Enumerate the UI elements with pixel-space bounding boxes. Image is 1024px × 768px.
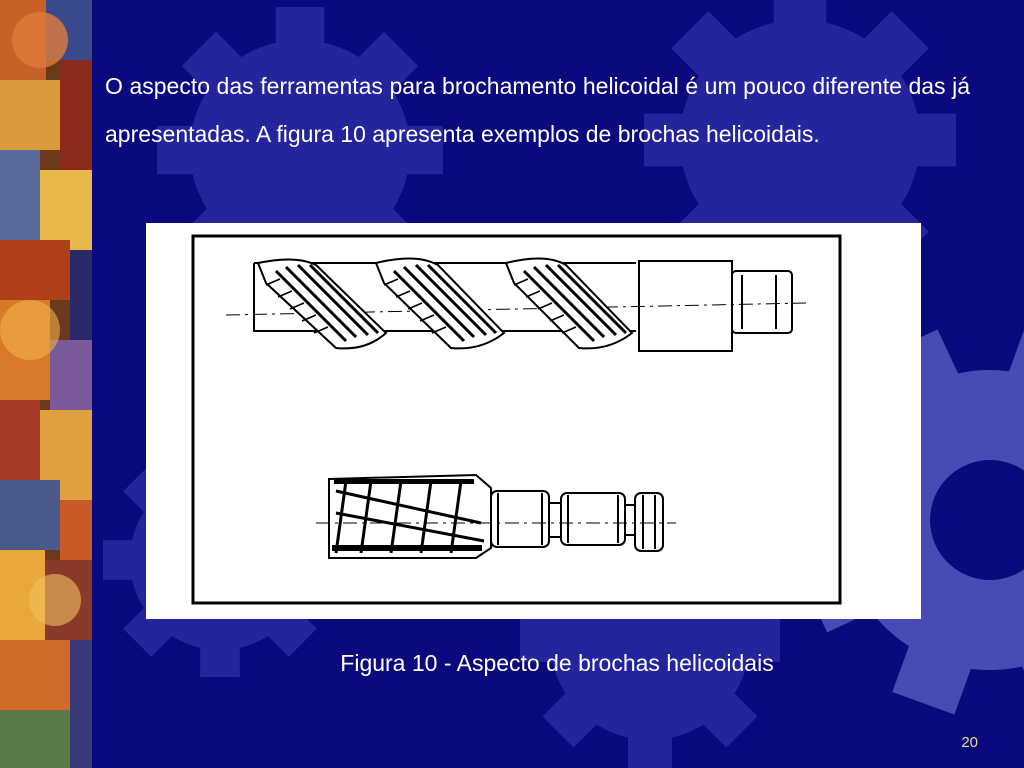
figure-caption: Figura 10 - Aspecto de brochas helicoidais [340, 650, 774, 676]
slide-body-text: O aspecto das ferramentas para brochamento helicoidal é um pouco diferente das já apresentadas. A figura 10 apresenta exemplos de brochas helicoidais. [105, 73, 970, 147]
figure-image [146, 223, 921, 619]
helical-broach-drawing [146, 223, 921, 619]
left-decorative-strip [0, 0, 92, 768]
page-number: 20 [961, 734, 978, 751]
